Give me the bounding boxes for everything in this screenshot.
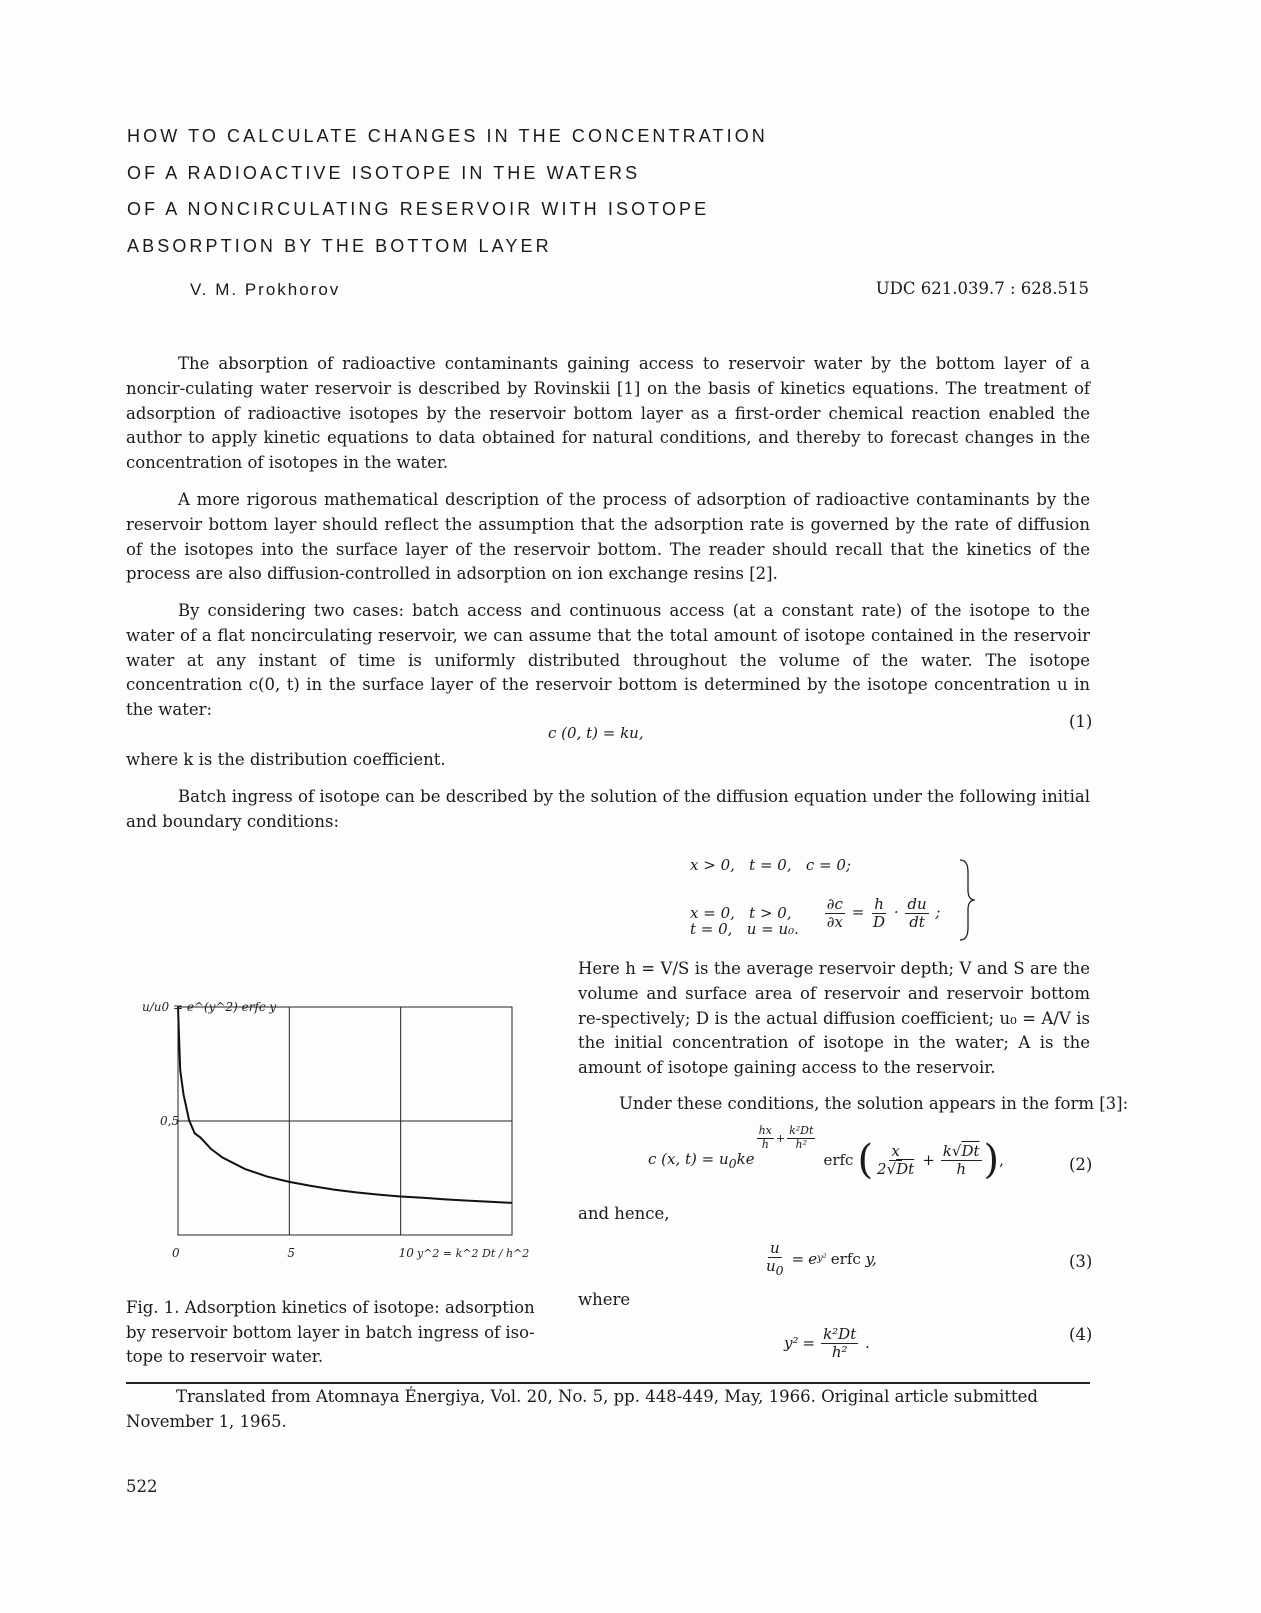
figure-1-chart [140, 995, 540, 1280]
boundary-condition-2-rhs: $\frac{\partial c}{\partial x}$ = $\frac{h}{D}$ · $\frac{du}{dt}$ ; [826, 895, 941, 931]
right-brace [958, 858, 978, 942]
paragraph-5: Here h = V/S is the average reservoir depth; V and S are the volume and surface area of reservoir and reservoir bottom re-spectively; D is the actual diffusion coefficient; u₀ = A/V is the initial concentration of isotope in the water; A is the amount of isotope gaining access to the reservoir. [578, 959, 1090, 1078]
equation-2-number: (2) [1069, 1155, 1093, 1174]
paragraph-6: Under these conditions, the solution appears in the form [3]: [619, 1094, 1129, 1113]
paragraph-1 [126, 352, 1090, 476]
title-line: OF A NONCIRCULATING RESERVOIR WITH ISOTOPE [127, 199, 710, 219]
article-title [127, 118, 768, 264]
chart-labels [142, 1000, 529, 1260]
boundary-condition-1: x > 0, t = 0, c = 0; [690, 856, 852, 874]
paragraph-4 [126, 785, 1090, 835]
paragraph-1-text: The absorption of radioactive contaminants gaining access to reservoir water by the bottom layer of a noncir-culating water reservoir is described by Rovinskii [1] on the basis of kinetics equations. The treatment of adsorption of radioactive isotopes by the reservoir bottom layer as a first-order chemical reaction enabled the author to apply kinetic equations to data obtained for natural conditions, and thereby to forecast changes in the concentration of isotopes in the water. [126, 354, 1090, 473]
footnote [126, 1385, 1086, 1434]
paragraph-3 [126, 599, 1090, 723]
data-series-line [178, 1007, 512, 1203]
paragraph-2 [126, 488, 1090, 587]
equation-2: c (x, $t) = u_0ke$ $\frac{hx}{h}$ + $\frac{\text{k²Dt}}{\text{h²}}$ erfc ( $\frac{x}{2√Dt}$ + $\frac{k√Dt}{h}$ ) , [648, 1124, 1004, 1183]
equation-3-number: (3) [1069, 1252, 1093, 1271]
title-line: ABSORPTION BY THE BOTTOM LAYER [127, 235, 552, 256]
footnote-text: Translated from Atomnaya Énergiya, Vol. 20, No. 5, pp. 448-449, May, 1966. Original article submitted November 1, 1965. [126, 1387, 1038, 1431]
paragraph-3-text: By considering two cases: batch access and continuous access (at a constant rate) of the isotope to the water of a flat noncirculating reservoir, we can assume that the total amount of isotope contained in the reservoir water at any instant of time is uniformly distributed throughout the volume of the water. The isotope concentration c(0, t) in the surface layer of the reservoir bottom is determined by the isotope concentration u in the water: [126, 601, 1090, 720]
where-k-text: where k is the distribution coefficient. [126, 750, 446, 769]
y-tick-label: 0,5 [160, 1114, 180, 1128]
paragraph-4-text: Batch ingress of isotope can be described by the solution of the diffusion equation under the following initial and boundary conditions: [126, 787, 1090, 831]
figure-caption: Fig. 1. Adsorption kinetics of isotope: adsorption by reservoir bottom layer in batch ingress of iso-tope to reservoir water. [126, 1298, 535, 1366]
y-axis-label: u/u0 = e^(y^2) erfc y [142, 1000, 277, 1014]
udc-code: UDC 621.039.7 : 628.515 [875, 279, 1089, 298]
and-hence-text: and hence, [578, 1204, 670, 1223]
author-name: V. M. Prokhorov [190, 280, 341, 299]
x-tick-label: 10 [398, 1246, 414, 1260]
equation-3: $\frac{u}{u_0}$ = e y² erfc y, [766, 1239, 877, 1278]
footnote-divider [126, 1382, 1090, 1384]
page-number: 522 [126, 1477, 158, 1496]
boundary-condition-3: t = 0, u = u₀. [690, 920, 799, 938]
equation-1: c (0, t) = ku, [548, 724, 644, 742]
equation-1-number: (1) [1069, 712, 1093, 731]
equation-4-number: (4) [1069, 1325, 1093, 1344]
title-line: OF A RADIOACTIVE ISOTOPE IN THE WATERS [127, 162, 641, 183]
x-tick-label: 5 [287, 1246, 295, 1260]
where-text: where [578, 1290, 631, 1309]
equation-4: y² = $\frac{\text{k²Dt}}{\text{h²}}$ . [784, 1325, 870, 1361]
boundary-condition-2-lhs: x = 0, t > 0, [690, 904, 792, 922]
x-axis-label: y^2 = k^2 Dt / h^2 [417, 1247, 530, 1260]
x-tick-label: 0 [172, 1246, 180, 1260]
title-line: HOW TO CALCULATE CHANGES IN THE CONCENTRATION [127, 126, 768, 146]
paragraph-2-text: A more rigorous mathematical description of the process of adsorption of radioactive contaminants by the reservoir bottom layer should reflect the assumption that the adsorption rate is governed by the rate of diffusion of the isotopes into the surface layer of the reservoir bottom. The reader should recall that the kinetics of the process are also diffusion-controlled in adsorption on ion exchange resins [2]. [126, 490, 1090, 584]
